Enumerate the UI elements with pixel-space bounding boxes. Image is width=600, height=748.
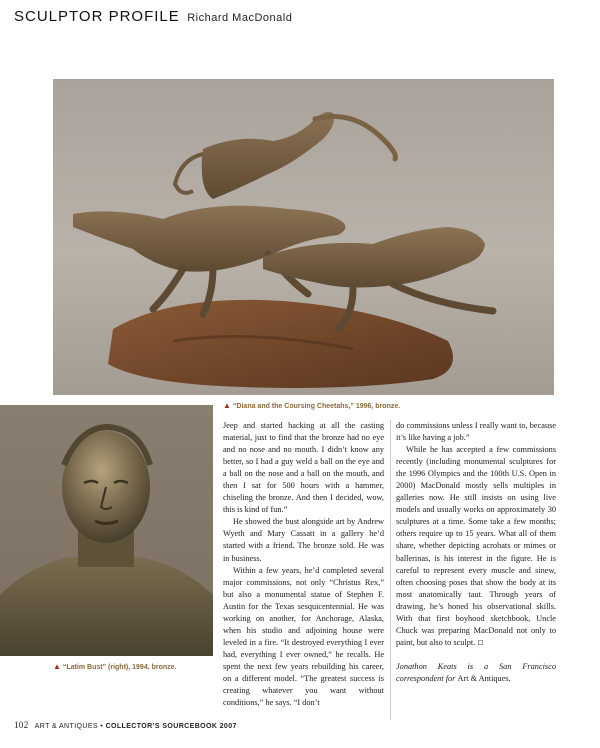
article-column-2 bbox=[396, 420, 556, 685]
page-number: 102 bbox=[14, 720, 29, 730]
column-divider bbox=[390, 420, 391, 720]
end-mark-icon: ☐ bbox=[477, 638, 484, 647]
bio-magazine: Art & Antiques bbox=[457, 673, 509, 683]
bio-text: Jonathon Keats is a San Francisco correspondent for bbox=[396, 661, 556, 683]
latim-bust-photo bbox=[0, 405, 213, 656]
bust-photo-caption bbox=[53, 662, 177, 671]
section-title: SCULPTOR PROFILE bbox=[14, 8, 180, 25]
footer-magazine: ART & ANTIQUES bbox=[34, 723, 98, 730]
main-caption-text: “Diana and the Coursing Cheetahs,” 1996, bronze. bbox=[232, 403, 401, 410]
article-column-1 bbox=[223, 420, 384, 709]
caption-triangle-icon: ▲ bbox=[53, 662, 61, 671]
footer-bullet: • bbox=[100, 723, 104, 730]
paragraph bbox=[396, 444, 556, 649]
footer-publication: COLLECTOR’S SOURCEBOOK 2007 bbox=[105, 723, 237, 730]
diana-cheetahs-photo bbox=[53, 79, 554, 395]
paragraph: do commissions unless I really want to, because it’s like having a job.” bbox=[396, 421, 556, 443]
caption-triangle-icon: ▲ bbox=[223, 401, 231, 410]
artist-name: Richard MacDonald bbox=[187, 12, 293, 24]
page-footer bbox=[14, 720, 237, 730]
bust-caption-text: “Latim Bust” (right), 1994, bronze. bbox=[62, 664, 177, 671]
main-photo-caption bbox=[223, 401, 400, 410]
paragraph: Within a few years, he’d completed several major commissions, not only “Christus Rex,” but also a monumental statue of Stephen F. Austin for the Texas sesquicentennial. He was working on another, for Anchorage, Alaska, when his studio and adjoining house were leveled in a fire. “It destroyed everything I ever had, everything I ever owned,” he recalls. He spent the next few years rebuilding his career, on a different model. “The greatest success is creating whatever you want without conditions,” he says. “I don’t bbox=[223, 565, 384, 708]
paragraph: Jeep and started hacking at all the casting material, just to find that the bronze had no eye and no nose and no mouth. I didn’t know any better, so I had a guy weld a ball on the eye and a ball on the nose and a ball on the mouth, and then I sat for 500 hours with a hammer, chiseling the bronze. And then I decided, wow, this is kind of fun.” bbox=[223, 421, 384, 515]
paragraph-text: While he has accepted a few commissions recently (including monumental sculptures for the 1996 Olympics and the 100th U.S. Open in 2000) MacDonald mostly sells multiples in galleries now. He still insists on using live models and usually works on approximately 30 sculptures at a time. Some take a few months; others require up to 15 years. What all of them share, whether depicting acrobats or mimes or ballerinas, is his interest in the figure. He is careful to represent every muscle and sinew, often choosing poses that show the body at its most anatomically taut. Through years of drawing, he’s honed his observational skills. With that first boyhood sketchbook, Uncle Chuck was preparing MacDonald not only to paint, but also to sculpt. bbox=[396, 445, 556, 647]
author-bio bbox=[396, 661, 556, 685]
paragraph: He showed the bust alongside art by Andrew Wyeth and Mary Cassatt in a gallery he’d started with a friend. The bronze sold. He was in business. bbox=[223, 517, 384, 563]
bio-end: . bbox=[508, 673, 511, 683]
sculpture-illustration bbox=[53, 79, 554, 395]
bust-illustration bbox=[0, 405, 213, 656]
section-header bbox=[14, 8, 292, 26]
